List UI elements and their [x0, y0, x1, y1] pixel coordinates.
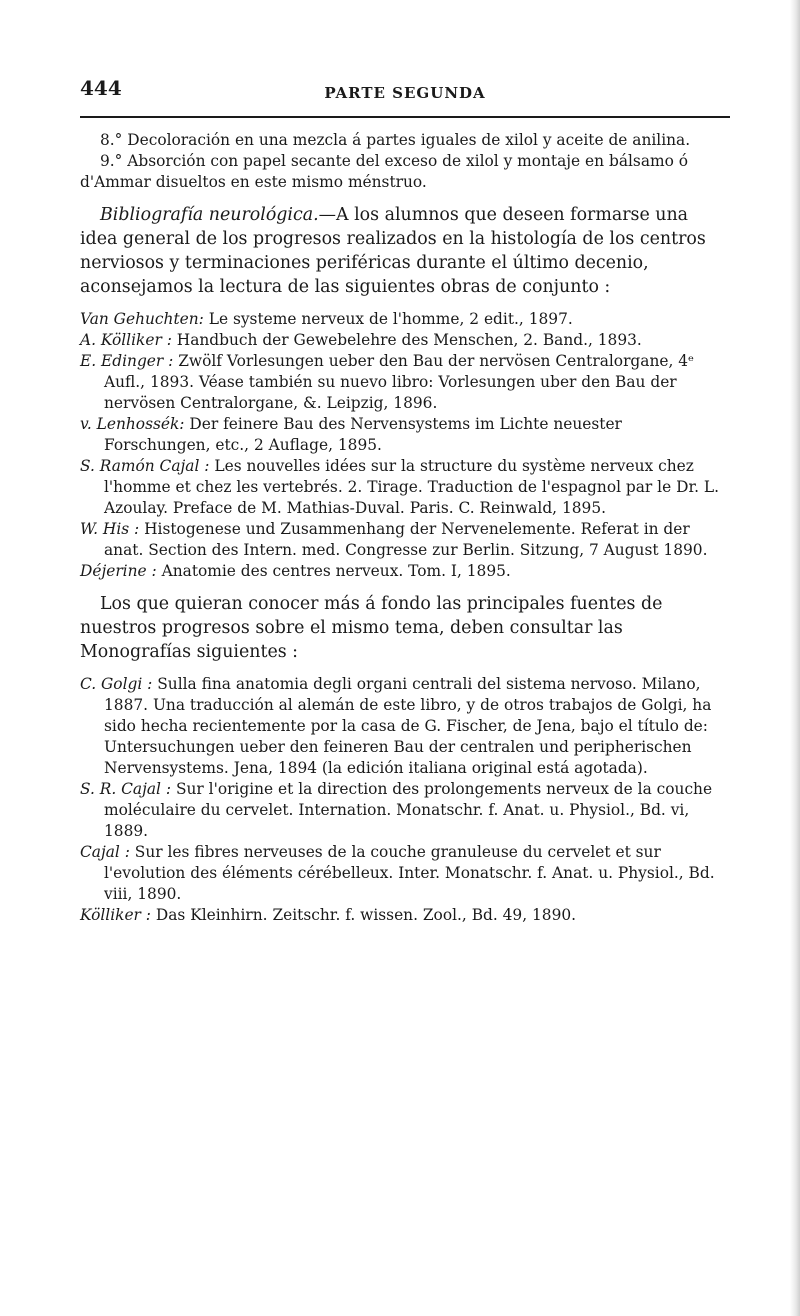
bib-author: W. His : — [80, 520, 140, 538]
bib-text: Les nouvelles idées sur la structure du système nerveux chez l'homme et chez les vertebrés. 2. Tirage. Traduction de l'espagnol par le Dr. L. Azoulay. Preface de M. Mathias-Duval. Paris. C. Reinwald, 1895. — [104, 457, 720, 517]
page-number: 444 — [80, 76, 122, 100]
bib-entry — [80, 674, 730, 779]
monographs-list — [80, 674, 730, 926]
bib-author: Van Gehuchten: — [80, 310, 204, 328]
bib-entry — [80, 842, 730, 905]
bib-author: E. Edinger : — [80, 352, 174, 370]
bib-entry — [80, 519, 730, 561]
bib-text: Sur l'origine et la direction des prolongements nerveux de la couche moléculaire du cervelet. Internation. Monatschr. f. Anat. u. Physiol., Bd. vi, 1889. — [104, 780, 713, 840]
bib-author: Cajal : — [80, 843, 130, 861]
header-rule — [80, 116, 730, 118]
bibliography-intro-text: —A los alumnos que deseen formarse una idea general de los progresos realizados en la histología de los centros nerviosos y terminaciones periféricas durante el último decenio, aconsejamos la lectura de las siguientes obras de conjunto : — [80, 205, 706, 297]
bib-text: Der feinere Bau des Nervensystems im Lichte neuester Forschungen, etc., 2 Auflage, 1895. — [104, 415, 622, 454]
section-heading: Bibliografía neurológica. — [100, 205, 319, 225]
bib-text: Handbuch der Gewebelehre des Menschen, 2. Band., 1893. — [171, 331, 642, 349]
bib-author: A. Kölliker : — [80, 331, 172, 349]
page-edge-shadow — [790, 0, 800, 1316]
bib-text: Anatomie des centres nerveux. Tom. I, 1895. — [156, 562, 511, 580]
bib-text: Le systeme nerveux de l'homme, 2 edit., 1897. — [203, 310, 573, 328]
bib-text: Zwölf Vorlesungen ueber den Bau der nervösen Centralorgane, 4ᵉ Aufl., 1893. Véase también su nuevo libro: Vorlesungen uber den Bau der nervösen Centralorgane, &. Leipzig, 1896. — [104, 352, 695, 412]
bib-text: Sur les fibres nerveuses de la couche granuleuse du cervelet et sur l'evolution des éléments cérébelleux. Inter. Monatschr. f. Anat. u. Physiol., Bd. viii, 1890. — [104, 843, 715, 903]
page-body — [80, 130, 730, 926]
bib-text: Das Kleinhirn. Zeitschr. f. wissen. Zool., Bd. 49, 1890. — [151, 906, 577, 924]
step-8: 8.° Decoloración en una mezcla á partes iguales de xilol y aceite de anilina. — [100, 131, 691, 149]
bib-author: v. Lenhossék: — [80, 415, 185, 433]
bib-entry — [80, 905, 730, 926]
bib-entry — [80, 561, 730, 582]
bib-text: Sulla fina anatomia degli organi centrali del sistema nervoso. Milano, 1887. Una traducción al alemán de este libro, y de otros trabajos de Golgi, ha sido hecha recientemente por la casa de G. Fischer, de Jena, bajo el título de: Untersuchungen ueber den feineren Bau der centralen und peripherischen Nervensystems. Jena, 1894 (la edición italiana original está agotada). — [104, 675, 712, 777]
bib-entry — [80, 309, 730, 330]
bib-author: C. Golgi : — [80, 675, 153, 693]
bib-author: S. Ramón Cajal : — [80, 457, 210, 475]
general-works-list — [80, 309, 730, 582]
monographs-intro: Los que quieran conocer más á fondo las principales fuentes de nuestros progresos sobre el mismo tema, deben consultar las Monografías siguientes : — [80, 594, 663, 662]
page-header — [80, 72, 730, 108]
bib-author: S. R. Cajal : — [80, 780, 172, 798]
step-9: 9.° Absorción con papel secante del exceso de xilol y montaje en bálsamo ó d'Ammar disueltos en este mismo ménstruo. — [80, 152, 689, 191]
bib-text: Histogenese und Zusammenhang der Nervenelemente. Referat in der anat. Section des Intern. med. Congresse zur Berlin. Sitzung, 7 August 1890. — [104, 520, 708, 559]
bib-entry — [80, 330, 730, 351]
bib-author: Kölliker : — [80, 906, 151, 924]
bib-entry — [80, 456, 730, 519]
bib-author: Déjerine : — [80, 562, 157, 580]
bib-entry — [80, 779, 730, 842]
bibliography-intro — [80, 203, 730, 299]
running-head: PARTE SEGUNDA — [324, 84, 486, 102]
bib-entry — [80, 414, 730, 456]
bib-entry — [80, 351, 730, 414]
